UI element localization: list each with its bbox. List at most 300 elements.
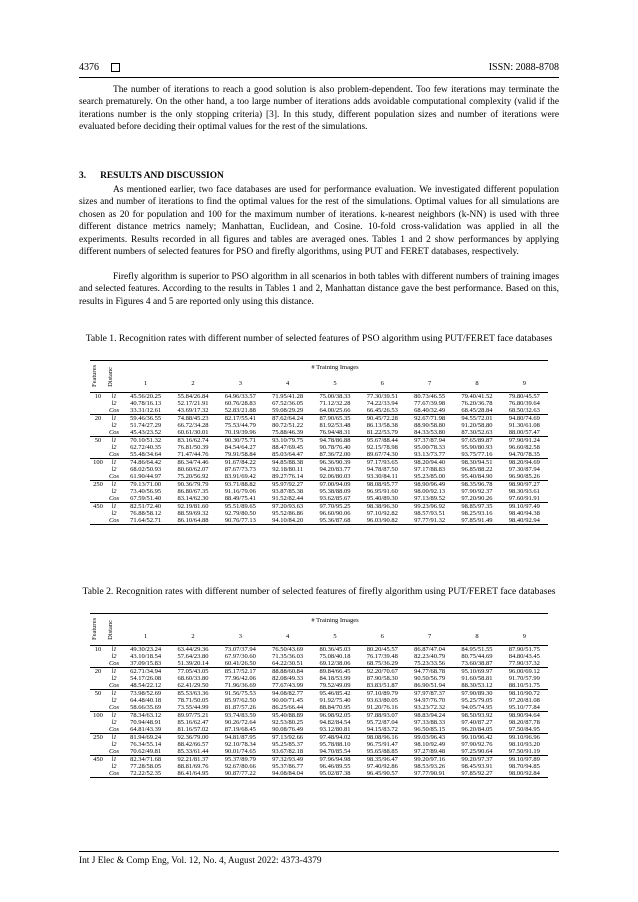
rate-cell: 37.09/15.83 xyxy=(130,660,162,667)
rate-cell: 95.37/89.79 xyxy=(217,756,264,764)
rate-cell: 75.23/33.56 xyxy=(414,660,446,667)
rate-cell: 85.97/62.50 xyxy=(224,697,256,704)
rate-cell: 98.40/94.38 xyxy=(508,510,540,517)
rate-cell: 95.90/80.93 xyxy=(461,444,493,451)
rate-cell: 81.92/53.48 xyxy=(319,422,351,429)
rate-cell: 43.69/17.32 xyxy=(177,407,209,414)
distance-metric: l2 xyxy=(111,653,117,660)
rate-cell: 59.46/36.55 xyxy=(122,415,169,423)
distance-metric: l2 xyxy=(111,763,117,770)
rate-cell: 98.57/93.51 xyxy=(414,510,446,517)
rate-cell: 88.00/57.47 xyxy=(508,429,540,436)
table-row xyxy=(90,415,548,423)
rate-cell: 91.30/61.08 xyxy=(508,422,540,429)
rate-cell: 98.85/97.35 xyxy=(453,503,500,511)
rate-cell: 98.10/93.20 xyxy=(508,741,540,748)
table-row xyxy=(90,697,548,704)
rate-cell: 94.15/83.72 xyxy=(366,726,398,733)
rate-cell: 85.16/62.47 xyxy=(177,719,209,726)
rate-cell: 97.48/94.02 xyxy=(311,734,358,742)
rate-cell: 66.72/34.28 xyxy=(177,422,209,429)
feature-count: 10 xyxy=(90,646,106,654)
rate-cell: 87.62/64.24 xyxy=(264,415,311,423)
rate-cell: 68.75/36.29 xyxy=(366,660,398,667)
rate-cell: 94.80/74.69 xyxy=(501,415,548,423)
rate-cell: 94.78/86.88 xyxy=(311,437,358,445)
rate-cell: 61.90/44.97 xyxy=(130,473,162,480)
table-row xyxy=(90,719,548,726)
page-header xyxy=(79,62,559,73)
rate-cell: 91.56/75.53 xyxy=(217,690,264,698)
rate-cell: 55.84/26.84 xyxy=(169,393,216,401)
rate-cell: 98.45/93.91 xyxy=(461,763,493,770)
rate-cell: 90.45/72.28 xyxy=(359,415,406,423)
rate-cell: 67.52/36.05 xyxy=(272,400,304,407)
rate-cell: 71.96/36.69 xyxy=(224,682,256,689)
rate-cell: 79.40/41.52 xyxy=(453,393,500,401)
feature-count: 20 xyxy=(90,415,106,423)
rate-cell: 40.78/16.13 xyxy=(130,400,162,407)
rate-cell: 85.33/61.44 xyxy=(177,748,209,755)
feature-count: 10 xyxy=(90,393,106,401)
feature-count xyxy=(90,444,106,451)
feature-count xyxy=(90,429,106,437)
table-row xyxy=(90,748,548,756)
rate-cell: 92.67/71.98 xyxy=(406,415,453,423)
rate-cell: 64.81/43.39 xyxy=(130,726,162,733)
table-row xyxy=(90,407,548,415)
distance-metric: Cos xyxy=(106,770,122,778)
rate-cell: 94.08/82.77 xyxy=(264,690,311,698)
rate-cell: 84.80/43.45 xyxy=(508,653,540,660)
distance-metric: l1 xyxy=(106,459,122,467)
rate-cell: 77.67/39.98 xyxy=(414,400,446,407)
distance-metric: l2 xyxy=(111,510,117,517)
rate-cell: 85.17/52.17 xyxy=(217,668,264,676)
rate-cell: 95.37/86.77 xyxy=(272,763,304,770)
rate-cell: 73.98/52.69 xyxy=(122,690,169,698)
distance-metric: l2 xyxy=(111,697,117,704)
feature-count: 450 xyxy=(90,503,106,511)
rate-cell: 99.10/96.96 xyxy=(501,734,548,742)
rate-cell: 98.08/96.16 xyxy=(359,734,406,742)
rate-cell: 80.36/45.03 xyxy=(311,646,358,654)
table-row xyxy=(90,770,548,778)
rate-cell: 98.20/94.40 xyxy=(406,459,453,467)
table1-caption: Table 1. Recognition rates with different number of selected features of PSO algorithm using PUT/FERET face databases xyxy=(85,333,553,344)
rate-cell: 77.96/42.06 xyxy=(224,675,256,682)
rate-cell: 97.10/92.82 xyxy=(366,510,398,517)
feature-count: 50 xyxy=(90,437,106,445)
rate-cell: 64.22/30.51 xyxy=(272,660,304,667)
rate-cell: 80.72/51.22 xyxy=(272,422,304,429)
distance-metric: l2 xyxy=(111,466,117,473)
rate-cell: 87.90/58.30 xyxy=(366,675,398,682)
rate-cell: 80.20/45.57 xyxy=(359,646,406,654)
rate-cell: 97.20/90.26 xyxy=(461,495,493,502)
rate-cell: 95.25/79.05 xyxy=(461,697,493,704)
distance-metric: l1 xyxy=(106,503,122,511)
rate-cell: 97.30/87.94 xyxy=(508,466,540,473)
feature-count xyxy=(90,407,106,415)
distance-metric: l1 xyxy=(106,690,122,698)
rate-cell: 87.67/73.73 xyxy=(224,466,256,473)
rate-cell: 96.75/91.47 xyxy=(366,741,398,748)
rate-cell: 90.00/71.45 xyxy=(272,697,304,704)
distance-metric: l2 xyxy=(111,400,117,407)
rate-cell: 75.08/40.18 xyxy=(319,653,351,660)
rate-cell: 97.90/89.30 xyxy=(453,690,500,698)
rate-cell: 74.88/45.23 xyxy=(169,415,216,423)
section-title: 3. RESULTS AND DISCUSSION xyxy=(79,171,224,181)
column-header: 3 xyxy=(238,379,242,387)
feature-count xyxy=(90,466,106,473)
distance-metric: l2 xyxy=(111,741,117,748)
rate-cell: 98.40/92.94 xyxy=(501,517,548,525)
rate-cell: 48.54/22.12 xyxy=(130,682,162,689)
rate-cell: 91.20/58.80 xyxy=(461,422,493,429)
rate-cell: 94.08/84.04 xyxy=(264,770,311,778)
rate-cell: 97.65/89.87 xyxy=(453,437,500,445)
rate-cell: 98.53/93.26 xyxy=(414,763,446,770)
rate-cell: 83.14/62.30 xyxy=(177,495,209,502)
rate-cell: 88.81/69.76 xyxy=(177,763,209,770)
rate-cell: 89.27/76.14 xyxy=(272,473,304,480)
rate-cell: 95.38/88.09 xyxy=(319,488,351,495)
table-row xyxy=(90,503,548,511)
rate-cell: 78.34/63.12 xyxy=(122,712,169,720)
rate-cell: 70.62/49.81 xyxy=(130,748,162,755)
table-row xyxy=(90,682,548,690)
rate-cell: 95.36/87.68 xyxy=(311,517,358,525)
distance-metric: l1 xyxy=(106,393,122,401)
table-row xyxy=(90,495,548,503)
rate-cell: 98.90/96.49 xyxy=(406,481,453,489)
rate-cell: 97.97/87.37 xyxy=(406,690,453,698)
distance-metric: Cos xyxy=(108,451,120,458)
rate-cell: 73.40/56.95 xyxy=(130,488,162,495)
rate-cell: 71.12/32.28 xyxy=(319,400,351,407)
distance-metric: l2 xyxy=(111,422,117,429)
rate-cell: 88.10/51.75 xyxy=(508,682,540,689)
rate-cell: 75.20/56.92 xyxy=(177,473,209,480)
feature-count xyxy=(90,726,106,734)
rate-cell: 95.25/85.37 xyxy=(272,741,304,748)
rate-cell: 86.34/74.46 xyxy=(169,459,216,467)
rate-cell: 99.23/96.92 xyxy=(406,503,453,511)
rate-cell: 87.19/68.45 xyxy=(224,726,256,733)
rate-cell: 86.80/67.35 xyxy=(177,488,209,495)
feature-count xyxy=(90,488,106,495)
feature-count: 250 xyxy=(90,734,106,742)
intro-paragraph: The number of iterations to reach a good solution is also problem-dependent. Too few iterations may terminate the search prematurely. On the other hand, a too large number of iterations adds avoidable computational complexity (valid if the iterations number is the only stopping criteria) [3]. In this study, different population sizes and number of iterations were evaluated before deciding their optimal values for the rest of the simulations. xyxy=(79,85,559,133)
table-row xyxy=(90,429,548,437)
distance-header: Distanc xyxy=(106,614,122,646)
rate-cell: 97.88/93.07 xyxy=(359,712,406,720)
rate-cell: 95.52/86.86 xyxy=(272,510,304,517)
rate-cell: 97.40/92.86 xyxy=(366,763,398,770)
rate-cell: 96.45/90.57 xyxy=(359,770,406,778)
feature-count xyxy=(90,510,106,517)
rate-cell: 92.06/80.03 xyxy=(319,473,351,480)
rate-cell: 89.67/74.30 xyxy=(366,451,398,458)
rate-cell: 92.10/78.34 xyxy=(224,741,256,748)
rate-cell: 87.90/65.35 xyxy=(311,415,358,423)
feature-count xyxy=(90,660,106,668)
rate-cell: 86.41/64.95 xyxy=(169,770,216,778)
rate-cell: 82.23/40.79 xyxy=(414,653,446,660)
distance-metric: l2 xyxy=(111,444,117,451)
rate-cell: 82.17/55.41 xyxy=(217,415,264,423)
rate-cell: 66.45/26.53 xyxy=(366,407,398,414)
table-row xyxy=(90,510,548,517)
rate-cell: 97.10/89.79 xyxy=(359,690,406,698)
rate-cell: 54.17/26.08 xyxy=(130,675,162,682)
rate-cell: 98.35/96.47 xyxy=(359,756,406,764)
rate-cell: 92.21/81.37 xyxy=(169,756,216,764)
rate-cell: 97.17/93.65 xyxy=(359,459,406,467)
rate-cell: 90.50/56.79 xyxy=(414,675,446,682)
feature-count xyxy=(90,473,106,481)
rate-cell: 51.74/27.29 xyxy=(130,422,162,429)
feature-count: 250 xyxy=(90,481,106,489)
rate-cell: 75.53/44.79 xyxy=(224,422,256,429)
distance-metric: l2 xyxy=(111,488,117,495)
rate-cell: 76.88/58.12 xyxy=(130,510,162,517)
rate-cell: 92.19/81.60 xyxy=(169,503,216,511)
rate-cell: 97.90/92.37 xyxy=(461,488,493,495)
rate-cell: 68.45/28.84 xyxy=(461,407,493,414)
table-row xyxy=(90,734,548,742)
rate-cell: 95.40/88.89 xyxy=(264,712,311,720)
rate-cell: 90.30/75.71 xyxy=(217,437,264,445)
rate-cell: 91.92/75.40 xyxy=(319,697,351,704)
rate-cell: 81.16/57.02 xyxy=(177,726,209,733)
rate-cell: 93.74/83.59 xyxy=(217,712,264,720)
rate-cell: 62.72/40.35 xyxy=(130,444,162,451)
rate-cell: 59.08/29.29 xyxy=(272,407,304,414)
rate-cell: 98.50/93.92 xyxy=(453,712,500,720)
rate-cell: 98.90/94.64 xyxy=(501,712,548,720)
rate-cell: 97.60/91.91 xyxy=(508,495,540,502)
rate-cell: 82.08/49.33 xyxy=(272,675,304,682)
rate-cell: 98.35/96.78 xyxy=(453,481,500,489)
distance-metric: Cos xyxy=(108,429,120,436)
rate-cell: 96.85/88.22 xyxy=(461,466,493,473)
rate-cell: 85.53/63.36 xyxy=(169,690,216,698)
rate-cell: 93.12/80.81 xyxy=(319,726,351,733)
page-number: 4376 xyxy=(79,62,99,73)
rate-cell: 76.81/50.39 xyxy=(177,444,209,451)
rate-cell: 60.41/26.50 xyxy=(224,660,256,667)
table-row xyxy=(90,459,548,467)
rate-cell: 89.97/75.21 xyxy=(169,712,216,720)
rate-cell: 97.00/94.09 xyxy=(311,481,358,489)
table-row xyxy=(90,741,548,748)
rate-cell: 99.10/97.89 xyxy=(501,756,548,764)
issn: ISSN: 2088-8708 xyxy=(488,62,559,73)
rate-cell: 74.86/64.42 xyxy=(122,459,169,467)
rate-cell: 92.79/80.50 xyxy=(224,510,256,517)
rate-cell: 98.00/92.84 xyxy=(501,770,548,778)
feature-count xyxy=(90,770,106,778)
rate-cell: 90.87/77.22 xyxy=(217,770,264,778)
column-header: 9 xyxy=(522,379,526,387)
column-header: 2 xyxy=(191,379,195,387)
table-row xyxy=(90,451,548,459)
rate-cell: 95.02/87.38 xyxy=(311,770,358,778)
rate-cell: 98.90/97.27 xyxy=(501,481,548,489)
rate-cell: 88.30/53.12 xyxy=(461,682,493,689)
column-header: 8 xyxy=(475,379,479,387)
rate-cell: 94.05/74.95 xyxy=(461,704,493,711)
rate-cell: 83.16/62.74 xyxy=(169,437,216,445)
feature-count xyxy=(90,697,106,704)
rate-cell: 88.90/58.80 xyxy=(414,422,446,429)
rate-cell: 97.37/87.94 xyxy=(406,437,453,445)
rate-cell: 94.20/83.77 xyxy=(319,466,351,473)
rate-cell: 88.49/75.41 xyxy=(224,495,256,502)
rate-cell: 98.30/94.51 xyxy=(453,459,500,467)
rate-cell: 94.70/85.54 xyxy=(319,748,351,755)
rate-cell: 80.75/44.69 xyxy=(461,653,493,660)
column-header: 8 xyxy=(475,632,479,640)
table-row xyxy=(90,393,548,401)
table-row xyxy=(90,437,548,445)
rate-cell: 76.34/55.14 xyxy=(130,741,162,748)
rate-cell: 63.44/29.36 xyxy=(169,646,216,654)
rate-cell: 72.22/52.35 xyxy=(122,770,169,778)
table-row xyxy=(90,726,548,734)
rate-cell: 92.20/70.67 xyxy=(359,668,406,676)
rate-cell: 97.32/93.49 xyxy=(264,756,311,764)
rate-cell: 93.23/72.32 xyxy=(414,704,446,711)
rate-cell: 86.25/66.44 xyxy=(272,704,304,711)
rate-cell: 83.91/69.42 xyxy=(224,473,256,480)
distance-metric: Cos xyxy=(108,748,120,755)
rate-cell: 88.47/69.45 xyxy=(272,444,304,451)
distance-metric: Cos xyxy=(106,517,122,525)
feature-count xyxy=(90,400,106,407)
rate-cell: 95.40/89.30 xyxy=(366,495,398,502)
rate-cell: 64.00/25.66 xyxy=(319,407,351,414)
rate-cell: 43.10/18.54 xyxy=(130,653,162,660)
feature-count xyxy=(90,451,106,459)
feature-count xyxy=(90,704,106,712)
table-row xyxy=(90,466,548,473)
table-row xyxy=(90,517,548,525)
table-row xyxy=(90,668,548,676)
rate-cell: 97.20/81.08 xyxy=(508,697,540,704)
rate-cell: 95.00/78.33 xyxy=(414,444,446,451)
distance-header: Distanc xyxy=(106,361,122,393)
rate-cell: 33.31/12.61 xyxy=(130,407,162,414)
rate-cell: 67.97/30.60 xyxy=(224,653,256,660)
rate-cell: 98.25/93.16 xyxy=(461,510,493,517)
rate-cell: 99.10/96.42 xyxy=(453,734,500,742)
rate-cell: 97.77/90.91 xyxy=(406,770,453,778)
rate-cell: 93.67/82.18 xyxy=(272,748,304,755)
results-paragraph-1: As mentioned earlier, two face databases are used for performance evaluation. We investigated different population sizes and number of iterations to find the optimal values for the rest of the simulations. Optimal values for all simulations are chosen as 20 for population and 100 for the maximum number of iterations. k-nearest neighbors (k-NN) is used with three different distance metrics namely; Manhattan, Euclidean, and Cosine. 10-fold cross-validation was applied in all the experiments. Results recorded in all figures and tables are averaged ones. Tables 1 and 2 show performances by applying different numbers of selected features for PSO and firefly algorithms, using PUT and FERET databases, respectively. xyxy=(79,185,559,258)
distance-metric: Cos xyxy=(108,495,120,502)
distance-metric: Cos xyxy=(108,660,120,667)
rate-cell: 95.51/89.65 xyxy=(217,503,264,511)
rate-cell: 73.07/37.94 xyxy=(217,646,264,654)
rate-cell: 75.00/38.33 xyxy=(311,393,358,401)
rate-cell: 98.70/94.85 xyxy=(508,763,540,770)
rate-cell: 93.75/77.16 xyxy=(461,451,493,458)
table-row xyxy=(90,481,548,489)
rate-cell: 77.05/43.05 xyxy=(169,668,216,676)
rate-cell: 84.95/51.55 xyxy=(453,646,500,654)
rate-cell: 93.71/88.82 xyxy=(217,481,264,489)
rate-cell: 80.60/62.07 xyxy=(177,466,209,473)
feature-count: 100 xyxy=(90,712,106,720)
rate-cell: 94.77/68.78 xyxy=(406,668,453,676)
rate-cell: 97.13/92.66 xyxy=(264,734,311,742)
rate-cell: 84.54/64.27 xyxy=(224,444,256,451)
rate-cell: 90.26/72.64 xyxy=(224,719,256,726)
table-row xyxy=(90,444,548,451)
rate-cell: 91.60/58.81 xyxy=(461,675,493,682)
rate-cell: 92.15/78.98 xyxy=(366,444,398,451)
distance-metric: l1 xyxy=(106,712,122,720)
rate-cell: 62.71/34.94 xyxy=(122,668,169,676)
rate-cell: 95.40/84.90 xyxy=(461,473,493,480)
rate-cell: 96.90/85.26 xyxy=(508,473,540,480)
rate-cell: 88.59/69.32 xyxy=(177,510,209,517)
rate-cell: 96.46/89.55 xyxy=(319,763,351,770)
rate-cell: 71.35/36.03 xyxy=(272,653,304,660)
features-header: Features xyxy=(90,614,106,646)
rate-cell: 97.27/89.48 xyxy=(414,748,446,755)
rate-cell: 90.36/79.79 xyxy=(169,481,216,489)
rate-cell: 52.83/21.88 xyxy=(224,407,256,414)
rate-cell: 91.20/76.16 xyxy=(366,704,398,711)
rate-cell: 92.67/80.66 xyxy=(224,763,256,770)
table-row xyxy=(90,422,548,429)
rate-cell: 75.88/46.39 xyxy=(272,429,304,436)
rate-cell: 45.43/23.52 xyxy=(130,429,162,436)
rate-cell: 55.48/34.64 xyxy=(130,451,162,458)
footer: Int J Elec & Comp Eng, Vol. 12, No. 4, August 2022: 4373-4379 xyxy=(79,856,322,866)
feature-count xyxy=(90,495,106,503)
rate-cell: 76.17/39.48 xyxy=(366,653,398,660)
feature-count xyxy=(90,719,106,726)
rate-cell: 87.90/51.75 xyxy=(501,646,548,654)
rate-cell: 98.20/94.69 xyxy=(501,459,548,467)
rate-cell: 71.64/52.71 xyxy=(122,517,169,525)
table-row xyxy=(90,473,548,481)
rate-cell: 95.10/69.97 xyxy=(453,668,500,676)
rate-cell: 84.18/53.99 xyxy=(319,675,351,682)
feature-count xyxy=(90,748,106,756)
rate-cell: 57.64/23.80 xyxy=(177,653,209,660)
table-row xyxy=(90,400,548,407)
rate-cell: 89.84/66.45 xyxy=(311,668,358,676)
rate-cell: 95.10/77.84 xyxy=(508,704,540,711)
table-row xyxy=(90,756,548,764)
rate-cell: 95.65/88.85 xyxy=(366,748,398,755)
distance-metric: l2 xyxy=(111,675,117,682)
rate-cell: 98.20/87.78 xyxy=(508,719,540,726)
rate-cell: 91.16/79.06 xyxy=(224,488,256,495)
rate-cell: 99.03/96.43 xyxy=(406,734,453,742)
column-header: 5 xyxy=(333,632,337,640)
rate-cell: 97.50/91.19 xyxy=(508,748,540,755)
rate-cell: 60.61/30.01 xyxy=(177,429,209,436)
rate-cell: 90.01/74.65 xyxy=(224,748,256,755)
